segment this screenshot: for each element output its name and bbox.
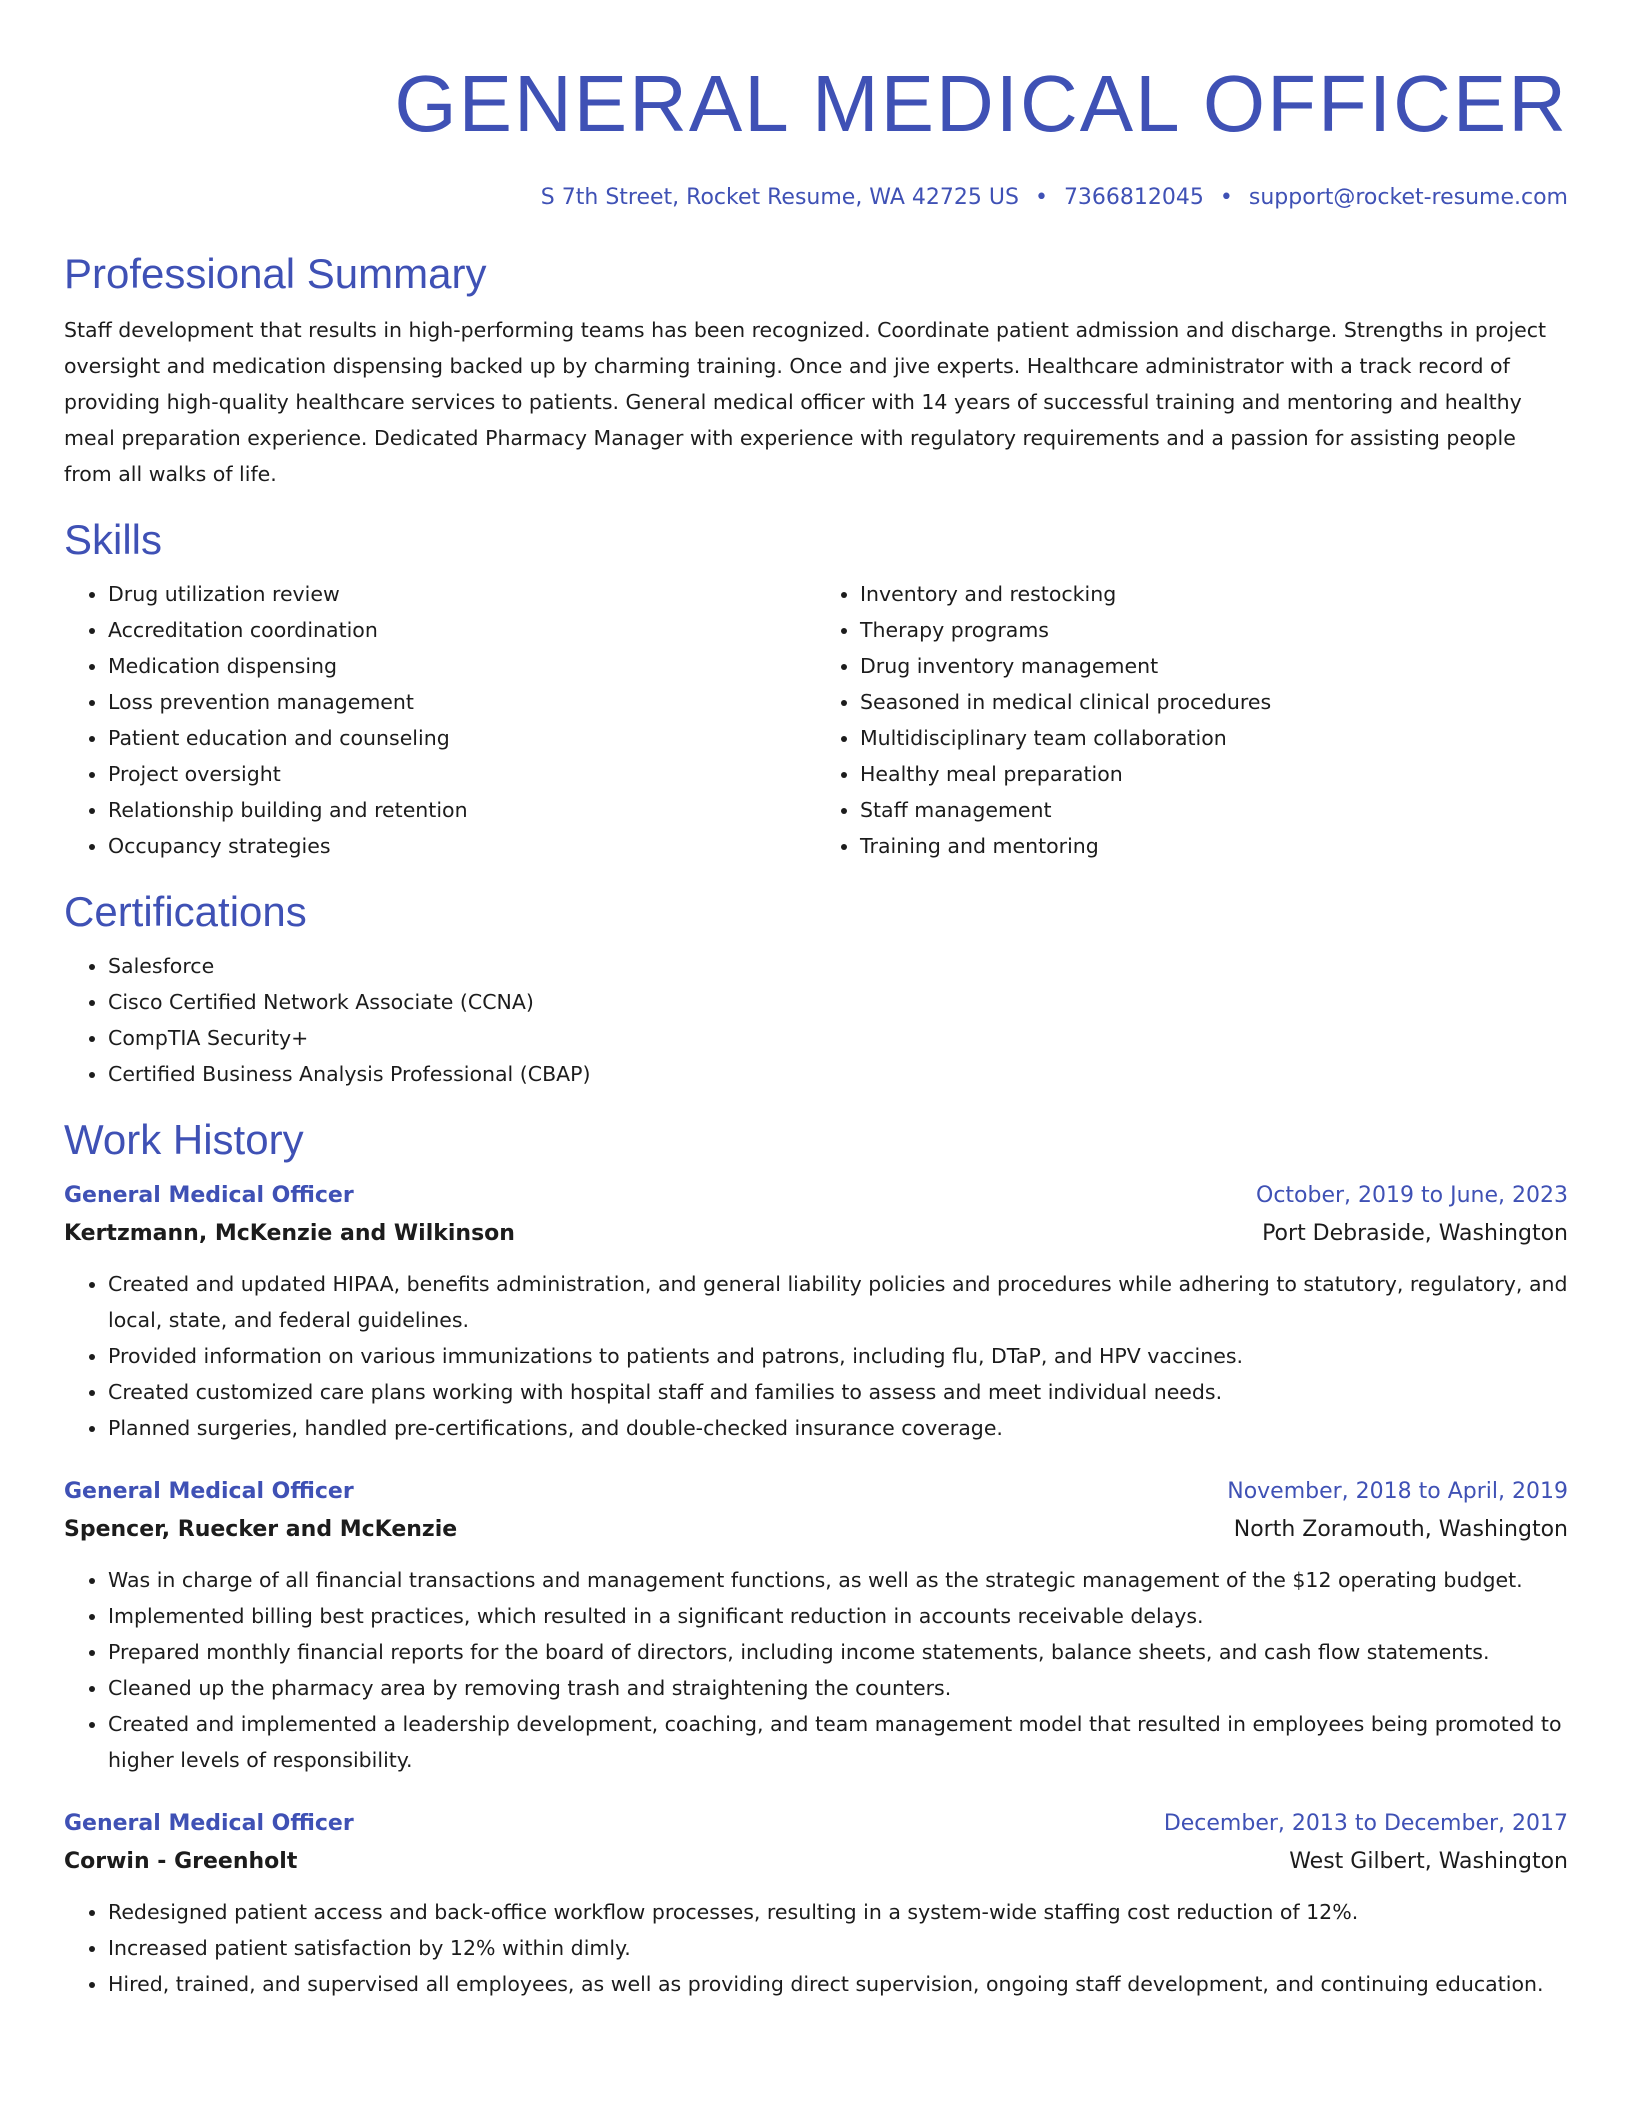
job-entry: [64, 1806, 1568, 2002]
skill-item: • Multidisciplinary team collaboration: [860, 720, 1568, 756]
job-title: General Medical Officer: [64, 1811, 354, 1836]
contact-phone: 7366812045: [1063, 185, 1204, 210]
job-company: Kertzmann, McKenzie and Wilkinson: [64, 1221, 515, 1246]
certifications-heading: Certifications: [64, 888, 307, 935]
skills-list-left: [64, 576, 816, 864]
job-dates: December, 2013 to December, 2017: [1163, 1811, 1568, 1836]
skill-item: • Patient education and counseling: [108, 720, 816, 756]
job-bullet: • Prepared monthly financial reports for the board of directors, including income statements, balance sheets, and cash flow statements.: [108, 1634, 1568, 1670]
job-bullet: • Created customized care plans working with hospital staff and families to assess and meet individual needs.: [108, 1374, 1568, 1410]
job-title: General Medical Officer: [64, 1479, 354, 1504]
job-bullet: • Implemented billing best practices, which resulted in a significant reduction in accounts receivable delays.: [108, 1598, 1568, 1634]
certification-item: • CompTIA Security+: [108, 1020, 1568, 1056]
job-bullet: • Cleaned up the pharmacy area by removing trash and straightening the counters.: [108, 1670, 1568, 1706]
skills-columns: [64, 576, 1568, 864]
job-company: Corwin - Greenholt: [64, 1849, 298, 1874]
skill-item: • Medication dispensing: [108, 648, 816, 684]
skill-item: • Relationship building and retention: [108, 792, 816, 828]
skill-item: • Staff management: [860, 792, 1568, 828]
resume-name: GENERAL MEDICAL OFFICER: [394, 59, 1568, 148]
job-bullet: • Provided information on various immunizations to patients and patrons, including flu, DTaP, and HPV vaccines.: [108, 1338, 1568, 1374]
contact-address: S 7th Street, Rocket Resume, WA 42725 US: [540, 185, 1019, 210]
job-title: General Medical Officer: [64, 1183, 354, 1208]
summary-heading: Professional Summary: [64, 250, 487, 297]
skills-heading: Skills: [64, 516, 163, 563]
certification-item: • Salesforce: [108, 948, 1568, 984]
contact-email[interactable]: support@rocket-resume.com: [1248, 185, 1568, 210]
job-bullet: • Created and implemented a leadership development, coaching, and team management model that resulted in employees being promoted to higher levels of responsibility.: [108, 1706, 1568, 1778]
job-location: West Gilbert, Washington: [1289, 1849, 1568, 1874]
skill-item: • Inventory and restocking: [860, 576, 1568, 612]
summary-text: Staff development that results in high-performing teams has been recognized. Coordinate patient admission and discharge. Strengths in project oversight and medication dispensing backed up by charming training. Once and jive experts. Healthcare administrator with a track record of providing high-quality healthcare services to patients. General medical officer with 14 years of successful training and mentoring and healthy meal preparation experience. Dedicated Pharmacy Manager with experience with regulatory requirements and a passion for assisting people from all walks of life.: [64, 318, 1547, 486]
skill-item: • Training and mentoring: [860, 828, 1568, 864]
skill-item: • Occupancy strategies: [108, 828, 816, 864]
job-bullet: • Increased patient satisfaction by 12% within dimly.: [108, 1930, 1568, 1966]
skill-item: • Seasoned in medical clinical procedures: [860, 684, 1568, 720]
skill-item: • Drug inventory management: [860, 648, 1568, 684]
job-bullet: • Planned surgeries, handled pre-certifications, and double-checked insurance coverage.: [108, 1410, 1568, 1446]
job-entry: [64, 1178, 1568, 1446]
skills-list-right: [816, 576, 1568, 864]
job-location: North Zoramouth, Washington: [1233, 1517, 1568, 1542]
job-bullet: • Hired, trained, and supervised all employees, as well as providing direct supervision, ongoing staff development, and continuing education.: [108, 1966, 1568, 2002]
job-location: Port Debraside, Washington: [1262, 1221, 1568, 1246]
skill-item: • Accreditation coordination: [108, 612, 816, 648]
job-entry: [64, 1474, 1568, 1778]
contact-separator: •: [1034, 185, 1048, 210]
skill-item: • Healthy meal preparation: [860, 756, 1568, 792]
contact-line: [64, 154, 1568, 214]
job-bullets: [64, 1266, 1568, 1446]
job-company: Spencer, Ruecker and McKenzie: [64, 1517, 458, 1542]
job-dates: October, 2019 to June, 2023: [1256, 1183, 1568, 1208]
certification-item: • Cisco Certified Network Associate (CCNA): [108, 984, 1568, 1020]
skill-item: • Project oversight: [108, 756, 816, 792]
skill-item: • Loss prevention management: [108, 684, 816, 720]
certifications-list: [64, 948, 1568, 1092]
skill-item: • Therapy programs: [860, 612, 1568, 648]
work-history-heading: Work History: [64, 1116, 304, 1163]
job-bullets: [64, 1562, 1568, 1778]
job-bullet: • Was in charge of all financial transactions and management functions, as well as the strategic management of the $12 operating budget.: [108, 1562, 1568, 1598]
job-dates: November, 2018 to April, 2019: [1227, 1479, 1568, 1504]
certification-item: • Certified Business Analysis Professional (CBAP): [108, 1056, 1568, 1092]
job-bullets: [64, 1894, 1568, 2002]
job-bullet: • Redesigned patient access and back-office workflow processes, resulting in a system-wide staffing cost reduction of 12%.: [108, 1894, 1568, 1930]
skill-item: • Drug utilization review: [108, 576, 816, 612]
contact-separator: •: [1219, 185, 1233, 210]
job-bullet: • Created and updated HIPAA, benefits administration, and general liability policies and procedures while adhering to statutory, regulatory, and local, state, and federal guidelines.: [108, 1266, 1568, 1338]
